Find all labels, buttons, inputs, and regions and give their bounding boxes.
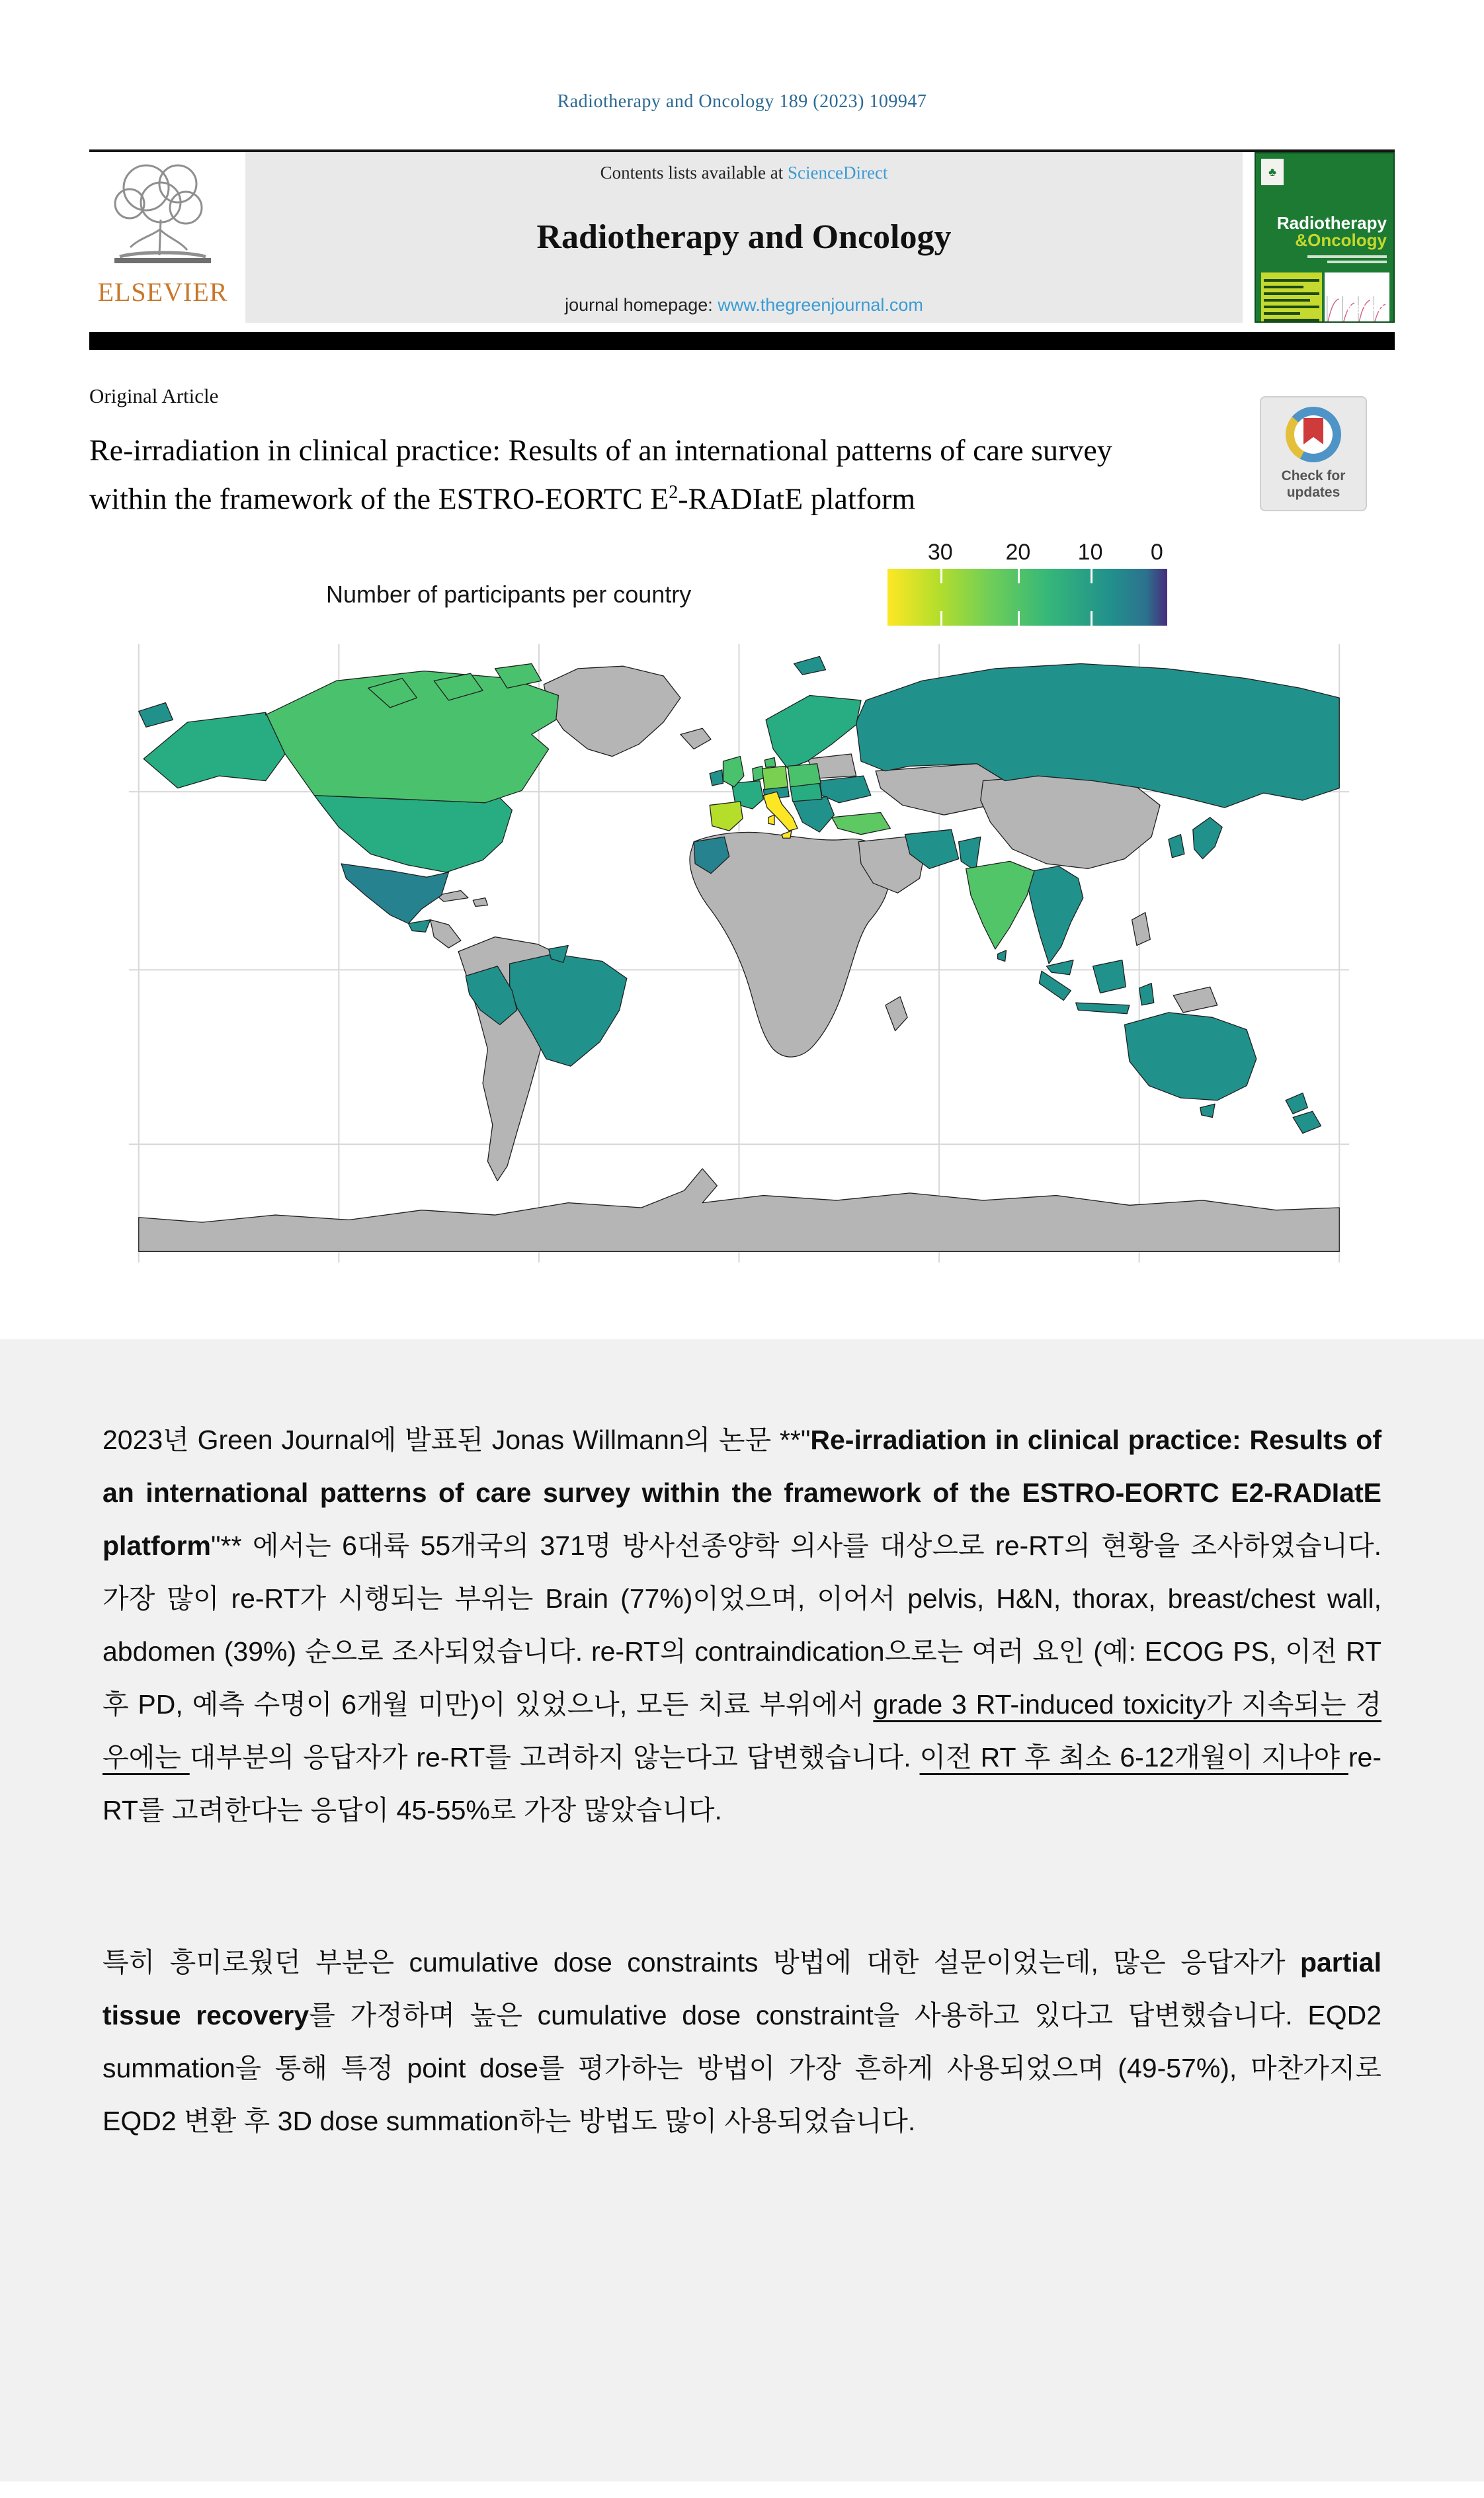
- region-caribbean: [436, 891, 487, 907]
- country-spain: [710, 802, 743, 831]
- country-new-zealand: [1286, 1093, 1321, 1134]
- cover-society-logo: ♣: [1261, 159, 1284, 185]
- contents-prefix: Contents lists available at: [600, 163, 788, 183]
- contents-line: [245, 163, 1243, 183]
- cover-title-line2: &Oncology: [1295, 230, 1387, 250]
- country-sardinia: [768, 815, 774, 825]
- green-countries: [266, 664, 821, 803]
- article-type-label: Original Article: [89, 384, 219, 407]
- country-iceland: [680, 729, 711, 749]
- region-central-america-gray: [431, 920, 461, 948]
- journal-title: Radiotherapy and Oncology: [536, 218, 952, 256]
- country-guatemala: [409, 920, 431, 932]
- crossmark-icon: [1286, 407, 1341, 462]
- cover-title-line1: Radiotherapy: [1276, 213, 1387, 233]
- colorbar-tick-0: 0: [1150, 540, 1163, 565]
- country-greenland: [544, 667, 680, 757]
- elsevier-logo: [89, 152, 236, 323]
- country-australia: [1125, 1013, 1257, 1101]
- country-japan: [1193, 817, 1222, 859]
- country-malaysia: [1046, 960, 1073, 975]
- figure-participants-map: [89, 540, 1395, 1263]
- colorbar-tick-20: 20: [1005, 540, 1031, 565]
- region-java: [1076, 1003, 1130, 1015]
- country-south-korea: [1169, 835, 1184, 858]
- check-updates-label: Check for: [1281, 468, 1346, 483]
- country-philippines: [1132, 913, 1151, 946]
- world-choropleth-map: [129, 644, 1349, 1263]
- region-sulawesi: [1139, 983, 1154, 1005]
- check-for-updates-badge[interactable]: [1260, 396, 1367, 511]
- country-svalbard: [794, 657, 826, 675]
- colorbar-tick-10: 10: [1077, 540, 1103, 565]
- region-sumatra: [1039, 972, 1071, 1001]
- journal-header-band: [89, 149, 1395, 323]
- country-madagascar: [886, 997, 907, 1031]
- cover-publisher: ESTRO: [1346, 304, 1387, 315]
- country-poland: [788, 764, 821, 787]
- country-ireland: [710, 770, 723, 786]
- separator-bar: [89, 332, 1395, 350]
- map-colorbar: [887, 540, 1165, 626]
- country-mexico: [341, 864, 448, 923]
- article-title: Re-irradiation in clinical practice: Results of an international patterns of care survey within the framework of the ESTRO-EORTC $E^2$-RADIatE platform: [89, 433, 1112, 516]
- cover-subtitle-lines: [1307, 253, 1387, 263]
- map-legend-title: Number of participants per country: [326, 581, 692, 608]
- country-germany: [763, 767, 788, 790]
- country-turkey: [832, 813, 891, 835]
- summary-panel: [0, 1339, 1484, 2481]
- summary-paragraph-2: 특히 흥미로웠던 부분은 cumulative dose constraints 방법에 대한 설문이었는데, 많은 응답자가 partial tissue recovery를 가정하며 높은 cumulative dose constraint을 사용하고 있다고 답변했습니다. EQD2 summation을 통해 특정 point dose를 평가하는 방법이 가장 흔하게 사용되었으며 (49-57%), 마찬가지로 EQD2 변환 후 3D dose summation하는 방법도 많이 사용되었습니다.: [103, 1947, 1381, 2137]
- journal-reference: Radiotherapy and Oncology 189 (2023) 109947: [557, 91, 927, 112]
- sciencedirect-link[interactable]: ScienceDirect: [788, 163, 888, 183]
- summary-paragraph-1: 2023년 Green Journal에 발표된 Jonas Willmann의 논문 **"Re-irradiation in clinical practice: Results of an international patterns of care survey within the framework of the ESTRO-EORTC E2-RADIatE platform"** 에서는 6대륙 55개국의 371명 방사선종양학 의사를 대상으로 re-RT의 현황을 조사하였습니다. 가장 많이 re-RT가 시행되는 부위는 Brain (77%)이었으며, 이어서 pelvis, H&N, thorax, breast/chest wall, abdomen (39%) 순으로 조사되었습니다. re-RT의 contraindication으로는 여러 요인 (예: ECOG PS, 이전 RT 후 PD, 예측 수명이 6개월 미만)이 있었으나, 모든 치료 부위에서 grade 3 RT-induced toxicity가 지속되는 경우에는 대부분의 응답자가 re-RT를 고려하지 않는다고 답변했습니다. 이전 RT 후 최소 6-12개월이 지나야 re-RT를 고려한다는 응답이 45-55%로 가장 많았습니다.: [103, 1425, 1381, 1826]
- region-africa: [690, 833, 889, 1058]
- colorbar-gradient: [887, 569, 1167, 626]
- journal-cover-thumbnail: [1255, 152, 1395, 323]
- region-southeast-asia: [1028, 866, 1083, 964]
- check-updates-label2: updates: [1286, 485, 1340, 500]
- homepage-line: [245, 295, 1243, 315]
- country-chukotka-fragment: [139, 703, 173, 728]
- homepage-link[interactable]: www.thegreenjournal.com: [718, 295, 923, 315]
- region-benelux: [753, 767, 764, 781]
- country-alaska-usa: [144, 713, 285, 788]
- country-tasmania: [1200, 1104, 1215, 1118]
- elsevier-tree-icon: [100, 156, 226, 275]
- elsevier-wordmark: ELSEVIER: [97, 277, 228, 307]
- homepage-prefix: journal homepage:: [565, 295, 718, 315]
- country-sri-lanka: [998, 950, 1007, 962]
- cover-article-list: [1261, 272, 1322, 323]
- journal-masthead: [245, 152, 1243, 323]
- country-papua-new-guinea: [1173, 987, 1217, 1013]
- country-usa: [314, 796, 512, 872]
- country-pakistan: [959, 837, 981, 872]
- region-borneo: [1093, 960, 1126, 993]
- country-india: [966, 862, 1034, 950]
- colorbar-tick-30: 30: [927, 540, 953, 565]
- region-balkans-greece: [793, 797, 835, 832]
- country-sicily: [782, 831, 792, 838]
- country-china: [981, 774, 1160, 869]
- country-denmark: [764, 758, 776, 768]
